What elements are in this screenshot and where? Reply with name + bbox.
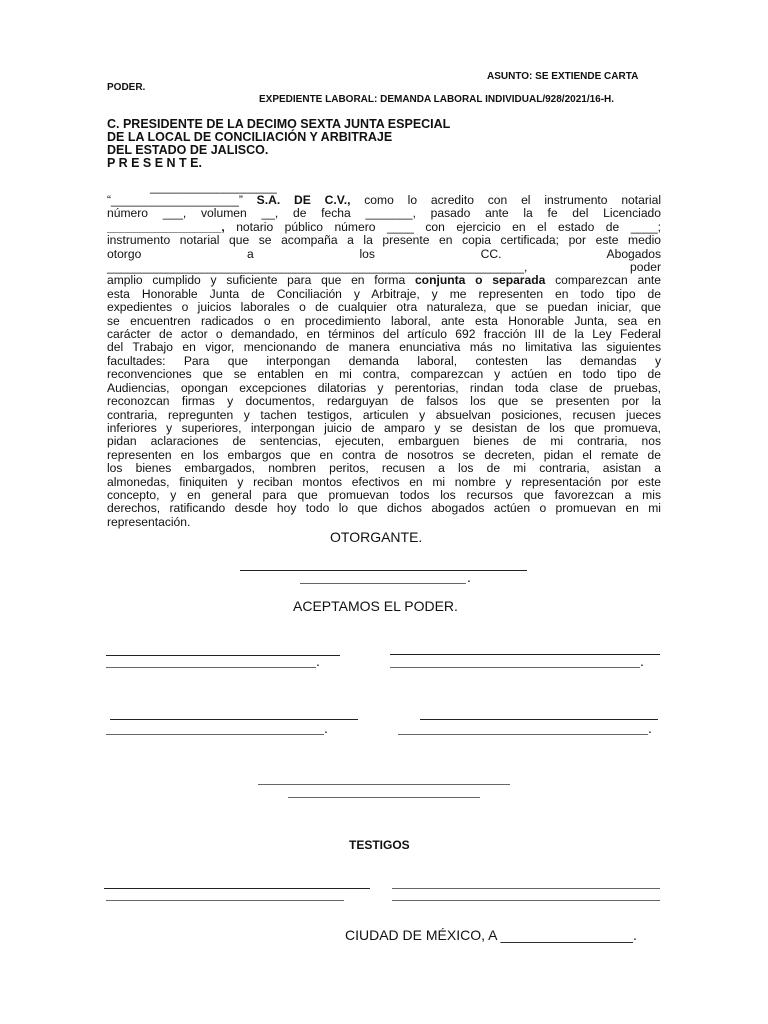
city-date-line: CIUDAD DE MÉXICO, A _________________. xyxy=(345,927,637,943)
signature-period: . xyxy=(467,569,471,585)
grantor-heading: OTORGANTE. xyxy=(330,529,423,545)
body-line: esta Honorable Junta de Conciliación y Arbitraje, y me representen en todo tipo de xyxy=(107,286,661,301)
body-line: Audiencias, opongan excepciones dilatorias y perentorias, rindan toda clase de pruebas, xyxy=(107,380,661,395)
addressee-line-2: DE LA LOCAL DE CONCILIACIÓN Y ARBITRAJE xyxy=(107,130,393,144)
signature-period: . xyxy=(648,720,652,736)
body-line: pidan aclaraciones de sentencias, ejecuten, embarguen bienes de mi contraria, nos xyxy=(107,434,661,449)
grantor-name-line xyxy=(300,583,466,584)
attorney-signature-line xyxy=(110,719,358,720)
subject-line: ASUNTO: SE EXTIENDE CARTA xyxy=(487,71,639,82)
witness-name-line xyxy=(106,900,344,901)
witness-signature-line xyxy=(392,888,660,889)
body-line: concepto, y en general para que promuevan todos los recursos que favorezcan a mis xyxy=(107,487,661,502)
signature-period: . xyxy=(640,653,644,669)
addressee-line-3: DEL ESTADO DE JALISCO. xyxy=(107,143,269,157)
acceptance-heading: ACEPTAMOS EL PODER. xyxy=(293,598,458,614)
attorney-signature-line xyxy=(258,784,510,785)
body-line xyxy=(107,221,661,234)
attorney-name-line xyxy=(398,734,648,735)
witness-signature-line xyxy=(104,888,370,889)
emphasis-text: conjunta o separada xyxy=(414,273,546,288)
attorney-signature-line xyxy=(106,655,340,656)
attorney-name-line xyxy=(288,797,480,798)
body-line: instrumento notarial que se acompaña a la presente en copia certificada; por este medio xyxy=(107,233,661,248)
subject-continuation: PODER. xyxy=(107,82,146,93)
attorney-signature-line xyxy=(390,654,660,655)
body-line: reconvenciones que se entablen en mi contra, comparezcan y actúen en todo tipo de xyxy=(107,367,661,382)
body-text: comparezcan ante xyxy=(545,273,662,288)
body-line: del Trabajo en vigor, mencionando de manera enunciativa más no limitativa las siguientes xyxy=(107,340,661,355)
body-text: notario público número ____ con ejercicio en el estado de ____; xyxy=(224,219,661,234)
company-type: S.A. DE C.V., xyxy=(242,193,351,207)
body-text: amplio cumplido y suficiente para que en forma xyxy=(107,273,415,288)
body-line: número ___, volumen __, de fecha _______, pasado ante la fe del Licenciado xyxy=(107,206,661,221)
body-line: almonedas, finiquiten y reciban montos efectivos en mi nombre y representación por este xyxy=(107,474,661,489)
presente-line: P R E S E N T E. xyxy=(107,156,202,170)
attorneys-blank-line: ______________________________________________________________, poder xyxy=(107,260,661,275)
body-line xyxy=(107,274,661,287)
body-paragraph xyxy=(107,194,661,529)
body-line: reconozcan firmas y documentos, redarguyan de falsos los que se presenten por la xyxy=(107,394,661,409)
signature-period: . xyxy=(316,653,320,669)
witness-name-line xyxy=(392,900,660,901)
body-line: inferiores y superiores, interpongan juicio de amparo y se desistan de los que promueva, xyxy=(107,420,661,435)
attorney-name-line xyxy=(106,667,316,668)
body-line: se encuentren radicados o en procedimiento laboral, ante esta Honorable Junta, sea en xyxy=(107,313,661,328)
body-text: como lo acredito con el instrumento notarial xyxy=(350,193,662,207)
attorney-signature-line xyxy=(420,719,658,720)
body-line: representación. xyxy=(107,514,191,529)
addressee-line-1: C. PRESIDENTE DE LA DECIMO SEXTA JUNTA ESPECIAL xyxy=(107,117,451,131)
attorney-name-line xyxy=(390,667,640,668)
signature-period: . xyxy=(324,720,328,736)
body-line: representen en los embargos que en contra de nosotros se decreten, pidan el remate de xyxy=(107,447,661,462)
body-line: expedientes o juicios laborales o de cualquier otra naturaleza, que se puedan iniciar, que xyxy=(107,300,661,315)
name-blank-top: ___________________ xyxy=(150,180,277,194)
body-line: los bienes embargados, nombren peritos, recusen a los de mi contraria, asistan a xyxy=(107,461,661,476)
grantor-signature-line xyxy=(240,570,527,571)
attorney-name-line xyxy=(106,734,324,735)
notary-blank: _________________, xyxy=(107,219,225,234)
case-file-line: EXPEDIENTE LABORAL: DEMANDA LABORAL INDIVIDUAL/928/2021/16-H. xyxy=(259,94,615,105)
company-name-blank: “___________________” xyxy=(107,193,243,207)
body-line: carácter de actor o demandado, en términos del artículo 692 fracción III de la Ley Federal xyxy=(107,327,661,342)
body-line xyxy=(107,194,661,207)
body-line: contraria, repregunten y tachen testigos, articulen y absuelvan posiciones, recusen jueces xyxy=(107,407,661,422)
body-line: derechos, ratificando desde hoy todo lo que dichos abogados actúen o promuevan en mi xyxy=(107,501,661,516)
witnesses-heading: TESTIGOS xyxy=(349,838,410,852)
body-line: facultades: Para que interpongan demanda laboral, contesten las demandas y xyxy=(107,353,661,368)
body-line: otorgo a los CC. Abogados xyxy=(107,246,661,261)
